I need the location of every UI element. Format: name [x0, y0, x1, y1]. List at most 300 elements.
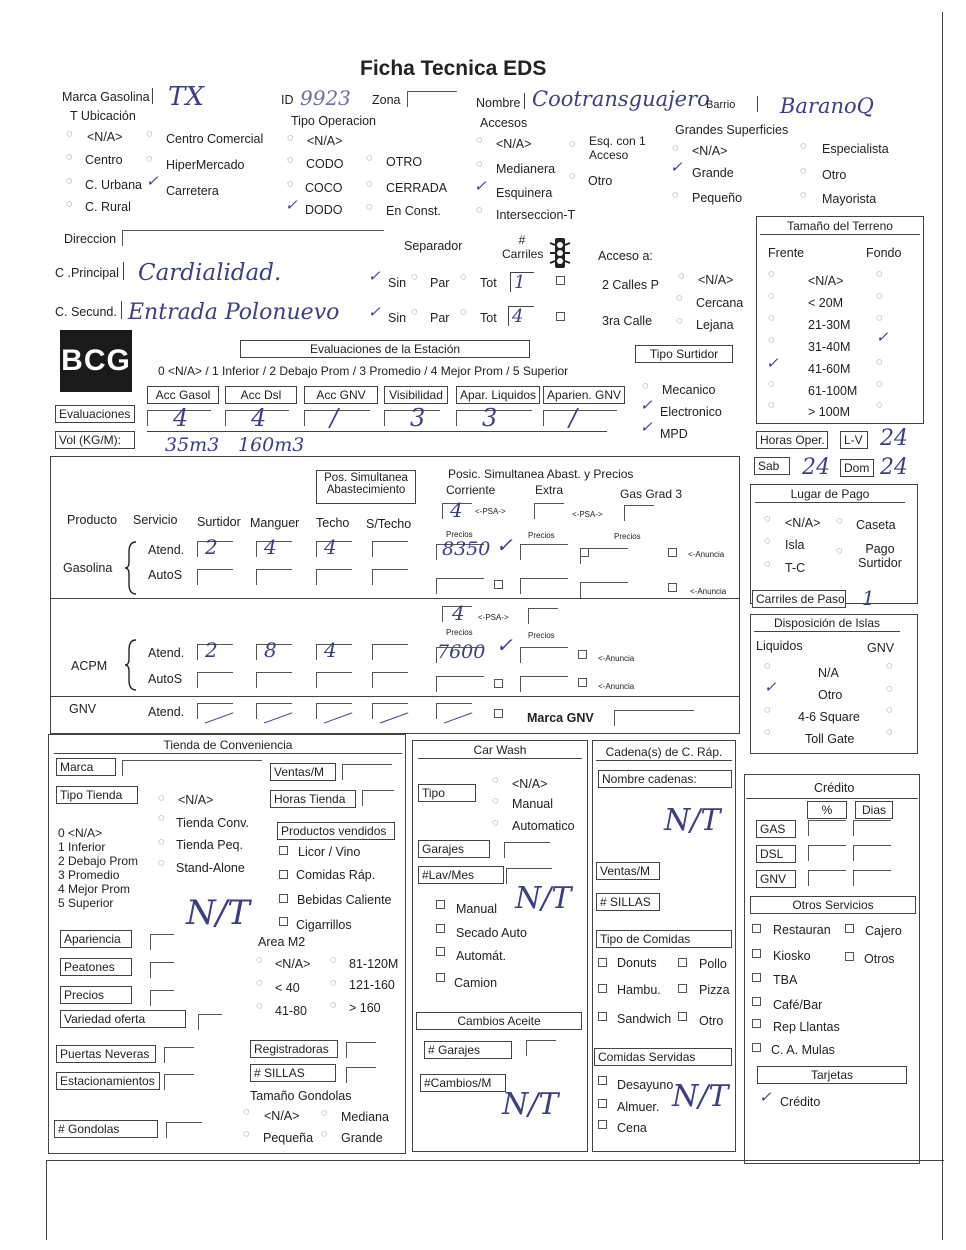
comida-option: Donuts — [617, 956, 657, 970]
lav-checkbox[interactable] — [436, 924, 445, 933]
lugar-pago-option[interactable]: Isla — [785, 538, 805, 552]
comida-option: Pollo — [699, 957, 727, 971]
tienda-attr-input[interactable] — [150, 934, 174, 950]
comida-option: Sandwich — [617, 1012, 672, 1026]
tipo-operacion-option[interactable]: En Const. — [386, 204, 441, 218]
surtidor-option[interactable]: Electronico — [660, 405, 722, 419]
tarjeta-credito-option[interactable]: Crédito — [780, 1095, 821, 1109]
tipo-tienda-label: Tipo Tienda — [56, 786, 138, 804]
sab-label: Sab — [754, 457, 790, 475]
tipo-operacion-option[interactable]: OTRO — [386, 155, 423, 169]
lav-checkbox[interactable] — [436, 947, 445, 956]
price-input[interactable] — [436, 647, 484, 663]
acceso-a-label: Acceso a: — [598, 249, 653, 263]
gs-option[interactable]: Grande — [692, 166, 734, 180]
price-checkbox[interactable] — [494, 679, 503, 688]
corriente-label: Corriente — [446, 483, 496, 497]
psa-acpm-extra[interactable] — [528, 608, 558, 624]
gondolas-label: # Gondolas — [54, 1120, 158, 1138]
ubicacion-option[interactable]: Carretera — [166, 184, 219, 198]
tienda-scale-item: 1 Inferior — [58, 840, 106, 854]
price-input[interactable] — [520, 544, 568, 560]
ubicacion-option[interactable]: C. Rural — [85, 200, 131, 214]
tipo-operacion-option[interactable]: CODO — [306, 157, 344, 171]
count-value[interactable]: 2 — [205, 638, 218, 662]
tienda-title: Tienda de Conveniencia — [54, 737, 402, 754]
count-input[interactable] — [256, 672, 292, 688]
ventas-input[interactable] — [342, 764, 392, 780]
cambios-aceite-title: Cambios Aceite — [416, 1012, 582, 1030]
eval-col-header: Acc GNV — [304, 386, 378, 404]
tipo-operacion-option[interactable]: COCO — [305, 181, 343, 195]
gond-option[interactable]: Mediana — [341, 1110, 389, 1124]
acceso-option[interactable]: <N/A> — [698, 273, 734, 287]
accesos-label: Accesos — [480, 116, 528, 130]
dias-label: Dias — [855, 801, 893, 819]
lugar-pago-option[interactable]: Caseta — [856, 518, 896, 532]
servidas-na[interactable]: N/T — [672, 1079, 729, 1114]
carwash-tipo-option[interactable]: <N/A> — [512, 777, 548, 791]
carriles-principal[interactable]: 1 — [510, 272, 534, 292]
credito-pct-input[interactable] — [808, 820, 846, 836]
cambios-label: #Cambios/M — [420, 1074, 506, 1092]
c-principal-value[interactable]: Cardialidad. — [138, 260, 282, 286]
registradoras-label: Registradoras — [250, 1040, 338, 1058]
otro-islas-check-icon: ✓ — [764, 679, 777, 696]
eval-col-header: Visibilidad — [384, 386, 448, 404]
terreno-range: > 100M — [808, 405, 851, 419]
psa-corriente-value[interactable]: 4 — [450, 498, 463, 522]
count-value[interactable]: 4 — [324, 535, 337, 559]
eval-value[interactable]: 3 — [410, 404, 426, 432]
otros-option: Otros — [864, 952, 895, 966]
header-manguer: Manguer — [250, 516, 300, 530]
tienda-attr-input[interactable] — [150, 962, 174, 978]
marca-gnv-input[interactable] — [614, 710, 694, 726]
header-stecho: S/Techo — [366, 517, 412, 531]
precios-label: Precios — [446, 628, 473, 637]
gasolina-precio[interactable]: 8350 — [442, 538, 491, 560]
otros-checkbox[interactable] — [752, 973, 761, 982]
price-checkbox[interactable] — [668, 583, 677, 592]
autos-label: AutoS — [148, 568, 183, 582]
fondo-radio[interactable]: ◌ — [876, 399, 883, 411]
area-option[interactable]: 81-120M — [349, 957, 399, 971]
anuncia-label: <-Anuncia — [690, 587, 727, 596]
servida-checkbox[interactable] — [598, 1099, 607, 1108]
extra-label: Extra — [535, 483, 564, 497]
comida-checkbox[interactable] — [678, 1012, 687, 1021]
barrio-value[interactable]: BaranoQ — [780, 94, 874, 118]
neveras-input[interactable] — [164, 1047, 194, 1063]
lav-checkbox[interactable] — [436, 973, 445, 982]
grande-check-icon: ✓ — [670, 159, 683, 176]
otros-checkbox[interactable] — [845, 924, 854, 933]
aceite-garajes-label: # Garajes — [424, 1041, 512, 1059]
header-producto: Producto — [67, 513, 118, 527]
ventas-label: Ventas/M — [270, 763, 336, 781]
tipo-tienda-option[interactable]: <N/A> — [178, 793, 214, 807]
tipo-operacion-option[interactable]: CERRADA — [386, 181, 448, 195]
gnv-row-label: GNV — [69, 702, 97, 716]
ubicacion-option[interactable]: Centro — [85, 153, 123, 167]
tipo-operacion-option[interactable]: <N/A> — [307, 134, 343, 148]
gs-option[interactable]: <N/A> — [692, 144, 728, 158]
anuncia-label: <-Anuncia — [598, 654, 635, 663]
prod-option: Licor / Vino — [298, 845, 361, 859]
atend-label: Atend. — [148, 646, 185, 660]
count-value[interactable]: 4 — [324, 638, 337, 662]
dodo-check-icon: ✓ — [285, 197, 298, 214]
vol-value-2[interactable]: 160m3 — [238, 434, 305, 456]
zona-input[interactable] — [407, 91, 457, 107]
otros-checkbox[interactable] — [845, 952, 854, 961]
comida-checkbox[interactable] — [678, 984, 687, 993]
comida-option: Hambu. — [617, 983, 661, 997]
tipo-comidas-label: Tipo de Comidas — [596, 930, 732, 948]
frente-radio[interactable]: ◌ — [768, 378, 775, 390]
brace-icon — [124, 638, 138, 692]
header-servicio: Servicio — [133, 513, 178, 527]
comida-checkbox[interactable] — [598, 984, 607, 993]
accesos-option[interactable]: Esquinera — [496, 186, 553, 200]
area-option[interactable]: 121-160 — [349, 978, 395, 992]
count-input[interactable] — [256, 569, 292, 585]
notes-box[interactable] — [46, 1160, 944, 1240]
carriles-secundaria[interactable]: 4 — [508, 306, 534, 326]
fondo-radio[interactable]: ◌ — [876, 378, 883, 390]
tienda-na[interactable]: N/T — [186, 893, 250, 933]
ubicacion-option[interactable]: Centro Comercial — [166, 132, 264, 146]
sillas-input[interactable] — [346, 1067, 376, 1083]
evaluaciones-scale: 0 <N/A> / 1 Inferior / 2 Debajo Prom / 3 Promedio / 4 Mejor Prom / 5 Superior — [158, 364, 569, 378]
terreno-range: 61-100M — [808, 384, 858, 398]
eval-value[interactable]: 4 — [251, 404, 267, 432]
estacionamientos-input[interactable] — [164, 1074, 194, 1090]
accesos-option[interactable]: Interseccion-T — [496, 208, 576, 222]
tot-label: Tot — [480, 311, 497, 325]
eval-input[interactable] — [543, 410, 617, 426]
frente-radio[interactable]: ◌ — [768, 334, 775, 346]
dom-label: Dom — [840, 459, 874, 477]
eval-value[interactable]: / — [569, 404, 578, 432]
count-input[interactable] — [372, 569, 408, 585]
secundaria-checkbox[interactable] — [556, 312, 565, 321]
precios-label: Precios — [528, 531, 555, 540]
tipo-tienda-option[interactable]: Stand-Alone — [176, 861, 245, 875]
header-techo: Techo — [316, 516, 350, 530]
atend-label: Atend. — [148, 543, 185, 557]
otros-servicios-title: Otros Servicios — [750, 896, 916, 914]
precio-check-icon: ✓ — [496, 535, 513, 557]
count-input[interactable] — [197, 672, 233, 688]
gnv-checkbox[interactable] — [494, 709, 503, 718]
eval-value[interactable]: 4 — [173, 404, 189, 432]
eval-col-header: Aparien. GNV — [543, 386, 625, 404]
c-secund-value[interactable]: Entrada Polonuevo — [128, 300, 340, 325]
cadena-title: Cadena(s) de C. Ráp. — [596, 744, 732, 761]
count-input[interactable] — [372, 672, 408, 688]
esquinera-check-icon: ✓ — [474, 178, 487, 195]
tipo-tienda-option[interactable]: Tienda Conv. — [176, 816, 249, 830]
gs-option[interactable]: Otro — [822, 168, 847, 182]
lugar-pago-option[interactable]: <N/A> — [785, 516, 821, 530]
barrio-label: Barrio — [706, 99, 736, 111]
id-value[interactable]: 9923 — [300, 86, 351, 110]
psa-acpm-value[interactable]: 4 — [452, 601, 465, 625]
frente-check-icon: ✓ — [766, 355, 779, 372]
nombre-value[interactable]: Cootransguajero — [532, 87, 710, 111]
acpm-precio[interactable]: 7600 — [437, 641, 486, 663]
fondo-radio[interactable]: ◌ — [876, 268, 883, 280]
count-input[interactable] — [197, 569, 233, 585]
count-value[interactable]: 2 — [205, 535, 218, 559]
carwash-tipo-option[interactable]: Automatico — [512, 819, 575, 833]
credito-row-label: DSL — [756, 845, 796, 863]
lugar-pago-option[interactable]: Pago Surtidor — [858, 542, 902, 571]
gs-option[interactable]: Especialista — [822, 142, 889, 156]
acceso-option[interactable]: Cercana — [696, 296, 744, 310]
page-title: Ficha Tecnica EDS — [360, 57, 547, 80]
tipo-tienda-option[interactable]: Tienda Peq. — [176, 838, 243, 852]
count-input[interactable] — [316, 672, 352, 688]
lv-label: L-V — [840, 431, 868, 449]
psa-gas[interactable] — [624, 505, 654, 521]
otros-checkbox[interactable] — [752, 1043, 761, 1052]
precios-label: Precios — [614, 532, 641, 541]
price-input[interactable] — [520, 676, 568, 692]
tot-label: Tot — [480, 276, 497, 290]
islas-title: Disposición de Islas — [754, 615, 900, 632]
credito-row-label: GAS — [756, 820, 796, 838]
vol-value-1[interactable]: 35m3 — [165, 434, 220, 456]
gs-option[interactable]: Mayorista — [822, 192, 877, 206]
price-checkbox[interactable] — [578, 650, 587, 659]
psa-extra[interactable] — [534, 503, 564, 519]
otros-checkbox[interactable] — [752, 1019, 761, 1028]
terreno-range: < 20M — [808, 296, 844, 310]
tarjetas-title: Tarjetas — [757, 1066, 907, 1084]
price-checkbox[interactable] — [494, 580, 503, 589]
frente-radio[interactable]: ◌ — [768, 312, 775, 324]
marca-gasolina-value[interactable]: TX — [168, 82, 204, 112]
eval-col-header: Acc Dsl — [225, 386, 297, 404]
carwash-title: Car Wash — [418, 742, 582, 759]
otros-option: Café/Bar — [773, 998, 823, 1012]
psa-label: <-PSA-> — [478, 613, 509, 622]
islas-option[interactable]: Toll Gate — [805, 732, 855, 746]
carwash-tipo-option[interactable]: Manual — [512, 797, 553, 811]
otros-checkbox[interactable] — [752, 924, 761, 933]
credito-row-label: GNV — [756, 870, 796, 888]
ubicacion-option[interactable]: C. Urbana — [85, 178, 142, 192]
gs-option[interactable]: Pequeño — [692, 191, 743, 205]
aceite-na[interactable]: N/T — [502, 1087, 559, 1122]
header-surtidor: Surtidor — [197, 515, 241, 529]
nombre-cadenas-label: Nombre cadenas: — [598, 770, 732, 788]
count-input[interactable] — [372, 541, 408, 557]
comidas-servidas-label: Comidas Servidas — [594, 1048, 732, 1066]
gond-option[interactable]: Grande — [341, 1131, 383, 1145]
brace-icon — [124, 540, 138, 596]
comida-checkbox[interactable] — [598, 1012, 607, 1021]
precio-title: Posic. Simultanea Abast. y Precios — [448, 467, 634, 481]
accesos-option[interactable]: Otro — [588, 174, 613, 188]
eval-col-header: Acc Gasol — [147, 386, 219, 404]
prod-checkbox[interactable] — [279, 917, 288, 926]
marca-tienda-input[interactable] — [122, 760, 262, 776]
tienda-scale-item: 5 Superior — [58, 896, 114, 910]
fondo-radio[interactable]: ◌ — [876, 312, 883, 324]
marca-gnv-label: Marca GNV — [527, 711, 594, 725]
nombre-label: Nombre — [476, 96, 521, 110]
eval-value[interactable]: 3 — [482, 404, 498, 432]
anuncia-label: <-Anuncia — [688, 550, 725, 559]
grandes-superficies-label: Grandes Superficies — [675, 123, 789, 137]
otros-checkbox[interactable] — [752, 997, 761, 1006]
frente-radio[interactable]: ◌ — [768, 290, 775, 302]
price-checkbox[interactable] — [578, 678, 587, 687]
servida-checkbox[interactable] — [598, 1076, 607, 1085]
tienda-scale-item: 0 <N/A> — [58, 826, 103, 840]
eval-col-header: Apar. Liquidos — [456, 386, 540, 404]
dom-value[interactable]: 24 — [880, 455, 908, 480]
carriles-paso-label: Carriles de Paso — [752, 590, 846, 608]
carretera-check-icon: ✓ — [146, 173, 159, 190]
tienda-attr-input[interactable] — [198, 1014, 222, 1030]
islas-option[interactable]: N/A — [818, 666, 839, 680]
price-input[interactable] — [580, 582, 628, 598]
mpd-check-icon: ✓ — [640, 419, 653, 436]
credito-dias-input[interactable] — [853, 845, 891, 861]
accesos-option[interactable]: <N/A> — [496, 137, 532, 151]
servida-option: Almuer. — [617, 1100, 660, 1114]
credito-dias-input[interactable] — [853, 820, 891, 836]
liquidos-label: Liquidos — [756, 639, 803, 653]
price-checkbox[interactable] — [668, 548, 677, 557]
accesos-option[interactable]: Esq. con 1 Acceso — [589, 134, 646, 162]
carriles-label: # Carriles — [502, 233, 544, 261]
terreno-range: <N/A> — [808, 274, 844, 288]
garajes-label: Garajes — [418, 840, 490, 858]
surtidor-option[interactable]: MPD — [660, 427, 688, 441]
islas-option[interactable]: 4-6 Square — [798, 710, 860, 724]
prod-checkbox[interactable] — [279, 870, 288, 879]
tienda-attr-label: Precios — [60, 986, 132, 1004]
cadena-na[interactable]: N/T — [664, 803, 721, 838]
area-option[interactable]: > 160 — [349, 1001, 381, 1015]
area-option[interactable]: < 40 — [275, 981, 300, 995]
garajes-input[interactable] — [504, 842, 550, 858]
traffic-light-icon — [549, 237, 571, 269]
gond-option[interactable]: <N/A> — [264, 1109, 300, 1123]
productos-vendidos-label: Productos vendidos — [277, 822, 395, 840]
tipo-operacion-option[interactable]: DODO — [305, 203, 343, 217]
price-checkbox[interactable] — [580, 548, 589, 557]
price-input[interactable] — [520, 578, 568, 594]
tipo-operacion-label: Tipo Operacion — [291, 114, 376, 128]
registradoras-input[interactable] — [346, 1042, 376, 1058]
credito-dias-input[interactable] — [853, 870, 891, 886]
atend-label: Atend. — [148, 705, 185, 719]
area-option[interactable]: 41-80 — [275, 1004, 307, 1018]
horas-tienda-input[interactable] — [362, 790, 394, 806]
gnv-label: GNV — [867, 641, 895, 655]
fondo-check-icon: ✓ — [876, 329, 889, 346]
fondo-radio[interactable]: ◌ — [876, 356, 883, 368]
gas-grad-label: Gas Grad 3 — [620, 487, 683, 501]
servida-checkbox[interactable] — [598, 1120, 607, 1129]
tipo-carwash-label: Tipo — [418, 784, 476, 802]
direccion-input[interactable] — [122, 230, 384, 246]
surtidor-option[interactable]: Mecanico — [662, 383, 716, 397]
cadena-sillas-label: # SILLAS — [596, 893, 660, 911]
sab-value[interactable]: 24 — [802, 455, 830, 480]
price-input[interactable] — [520, 647, 568, 663]
credito-pct-input[interactable] — [808, 845, 846, 861]
gond-option[interactable]: Pequeña — [263, 1131, 314, 1145]
carriles-paso-value[interactable]: 1 — [862, 586, 875, 610]
gondolas-input[interactable] — [166, 1122, 202, 1138]
acceso-option[interactable]: Lejana — [696, 318, 734, 332]
accesos-option[interactable]: Medianera — [496, 162, 556, 176]
horas-tienda-label: Horas Tienda — [270, 790, 356, 808]
principal-checkbox[interactable] — [556, 276, 565, 285]
ubicacion-option[interactable]: HiperMercado — [166, 158, 245, 172]
evaluaciones-label: Evaluaciones — [55, 405, 135, 423]
count-input[interactable] — [316, 569, 352, 585]
servida-option: Cena — [617, 1121, 647, 1135]
count-input[interactable] — [372, 644, 408, 660]
price-input[interactable] — [436, 578, 484, 594]
comida-checkbox[interactable] — [678, 958, 687, 967]
eval-value[interactable]: / — [330, 404, 339, 432]
area-option[interactable]: <N/A> — [275, 957, 311, 971]
c-principal-label: C .Principal — [55, 266, 119, 280]
frente-radio[interactable]: ◌ — [768, 399, 775, 411]
fondo-radio[interactable]: ◌ — [876, 290, 883, 302]
count-value[interactable]: 8 — [264, 638, 277, 662]
aceite-garajes-input[interactable] — [526, 1040, 556, 1056]
otros-checkbox[interactable] — [752, 949, 761, 958]
prod-checkbox[interactable] — [279, 846, 288, 855]
count-value[interactable]: 4 — [264, 535, 277, 559]
c-secund-label: C. Secund. — [55, 305, 117, 319]
comida-checkbox[interactable] — [598, 958, 607, 967]
lugar-pago-option[interactable]: T-C — [785, 561, 806, 575]
autos-label: AutoS — [148, 672, 183, 686]
otros-option: Cajero — [865, 924, 902, 938]
islas-option[interactable]: Otro — [818, 688, 843, 702]
prod-checkbox[interactable] — [279, 894, 288, 903]
par-label: Par — [430, 311, 450, 325]
tienda-attr-input[interactable] — [150, 990, 174, 1006]
credito-pct-input[interactable] — [808, 870, 846, 886]
carwash-na[interactable]: N/T — [515, 881, 572, 916]
frente-radio[interactable]: ◌ — [768, 268, 775, 280]
ubicacion-option[interactable]: <N/A> — [87, 130, 123, 144]
price-input[interactable] — [436, 676, 484, 692]
otros-option: Rep Llantas — [773, 1020, 840, 1034]
lav-mes-label: #Lav/Mes — [418, 866, 504, 884]
tienda-attr-label: Apariencia — [60, 930, 132, 948]
lv-value[interactable]: 24 — [880, 426, 908, 451]
lav-checkbox[interactable] — [436, 900, 445, 909]
ubicacion-label: T Ubicación — [70, 109, 136, 123]
psa-label: <-PSA-> — [475, 507, 506, 516]
otros-option: Kiosko — [773, 949, 811, 963]
lav-option: Secado Auto — [456, 926, 527, 940]
